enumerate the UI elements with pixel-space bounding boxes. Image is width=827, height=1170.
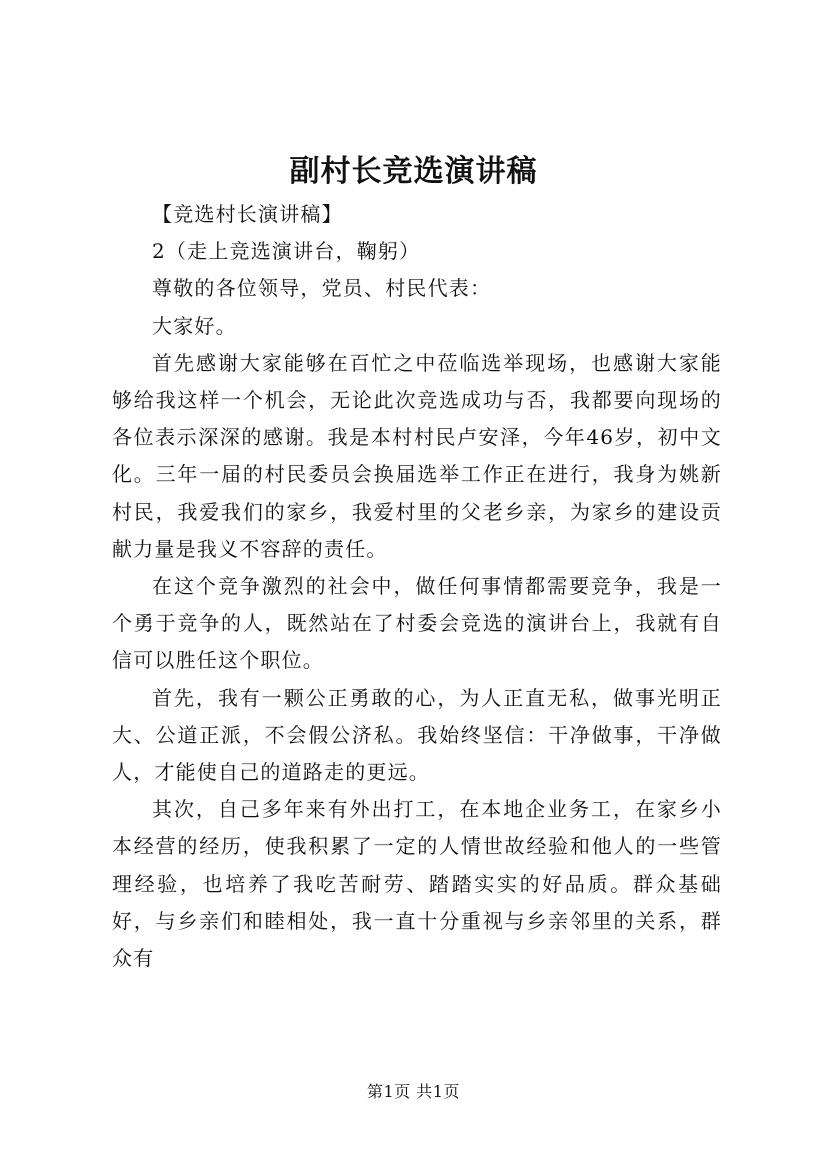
paragraph: 在这个竞争激烈的社会中，做任何事情都需要竞争，我是一个勇于竞争的人，既然站在了村委会竞选的演讲台上，我就有自信可以胜任这个职位。 [112, 574, 722, 673]
paragraph: 大家好。 [152, 313, 237, 338]
paragraph: 2（走上竞选演讲台，鞠躬） [152, 239, 421, 264]
page-footer: 第1页 共1页 [367, 1082, 460, 1101]
paragraph: 尊敬的各位领导，党员、村民代表： [152, 276, 492, 301]
paragraph: 首先感谢大家能够在百忙之中莅临选举现场，也感谢大家能够给我这样一个机会，无论此次竞选成功与否，我都要向现场的各位表示深深的感谢。我是本村村民卢安泽，今年46岁，初中文化。三年一届的村民委员会换届选举工作正在进行，我身为姚新村民，我爱我们的家乡，我爱村里的父老乡亲，为家乡的建设贡献力量是我义不容辞的责任。 [112, 350, 722, 561]
paragraph: 【竞选村长演讲稿】 [152, 202, 343, 226]
paragraph: 首先，我有一颗公正勇敢的心，为人正直无私，做事光明正大、公道正派，不会假公济私。我始终坚信：干净做事，干净做人，才能使自己的道路走的更远。 [112, 685, 722, 785]
document-title: 副村长竞选演讲稿 [289, 154, 538, 189]
paragraph: 其次，自己多年来有外出打工，在本地企业务工，在家乡小本经营的经历，使我积累了一定的人情世故经验和他人的一些管理经验，也培养了我吃苦耐劳、踏踏实实的好品质。群众基础好，与乡亲们和睦相处，我一直十分重视与乡亲邻里的关系，群众有 [112, 797, 722, 971]
document-body [112, 196, 722, 977]
